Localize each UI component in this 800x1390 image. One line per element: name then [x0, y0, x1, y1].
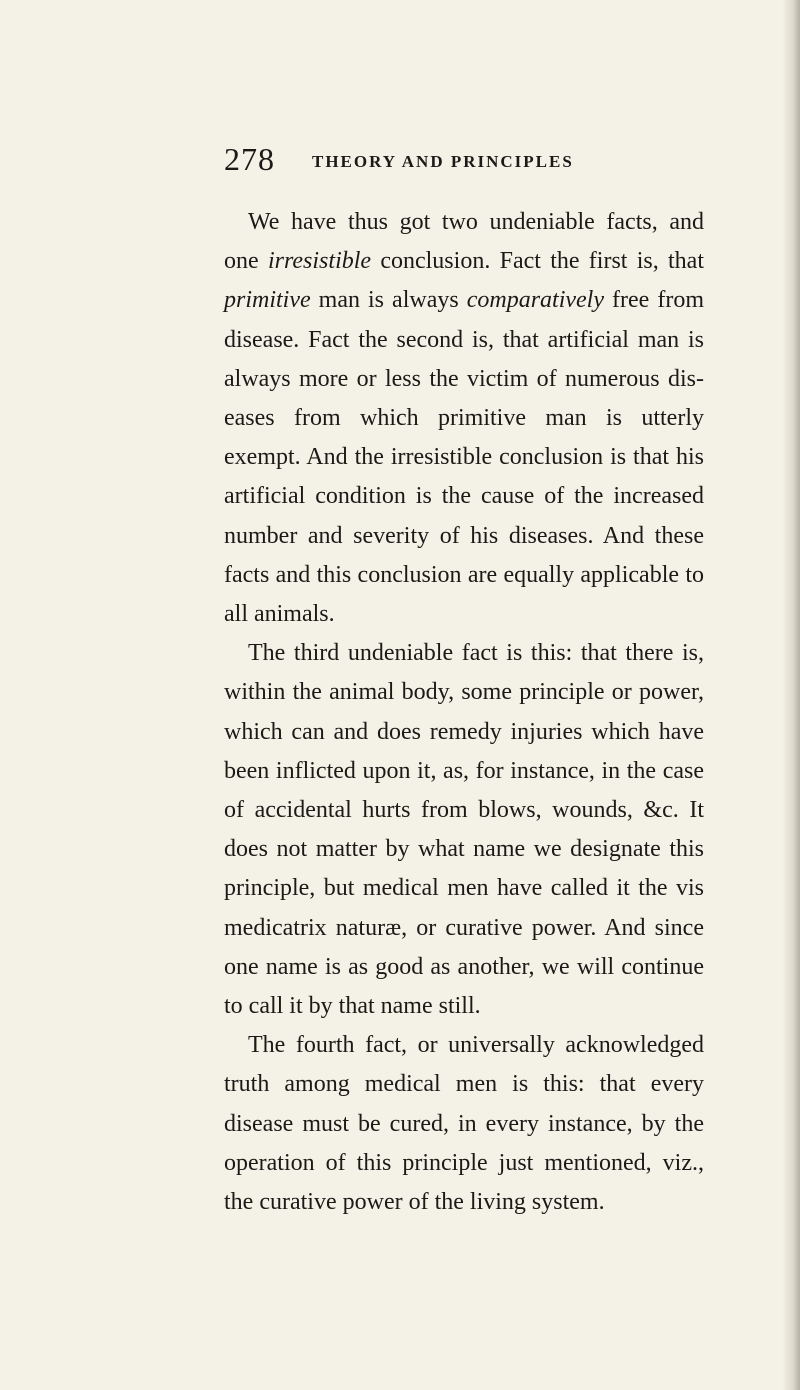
- page-number: 278: [224, 141, 275, 177]
- running-head: THEORY AND PRINCIPLES: [312, 152, 574, 171]
- paragraph-1-text-a: We have thus got two undeniable facts, and one: [224, 209, 704, 275]
- paragraph-1-text-c: man is always: [310, 287, 467, 314]
- page-edge-shadow: [782, 0, 800, 1390]
- paragraph-1-text-d: free from disease. Fact the second is, that artificial man is always more or less the victim of numerous dis-eases from which primitive man is utterly exempt. And the irresistible conclusion is that his artificial condition is the cause of the increased number and severity of his diseases. And these facts and this conclusion are equally applicable to all animals.: [224, 287, 704, 628]
- paragraph-2: The third undeniable fact is this: that there is, within the animal body, some principle or power, which can and does remedy injuries which have been inflicted upon it, as, for instance, in the case of accidental hurts from blows, wounds, &c. It does not matter by what name we designate this principle, but medical men have called it the vis medicatrix naturæ, or curative power. And since one name is as good as another, we will continue to call it by that name still.: [224, 640, 704, 1020]
- emphasis-comparatively: comparatively: [466, 287, 604, 314]
- emphasis-primitive: primitive: [224, 287, 311, 314]
- page-header: [224, 143, 704, 183]
- body-text: [224, 203, 704, 1222]
- paragraph-3: The fourth fact, or universally acknowledged truth among medical men is this: that every disease must be cured, in every instance, by the operation of this principle just mentioned, viz., the curative power of the living system.: [224, 1032, 704, 1216]
- paragraph-1: [224, 203, 704, 634]
- paragraph-1-text-b: conclusion. Fact the first is, that: [371, 248, 705, 275]
- emphasis-irresistible: irresistible: [267, 248, 372, 275]
